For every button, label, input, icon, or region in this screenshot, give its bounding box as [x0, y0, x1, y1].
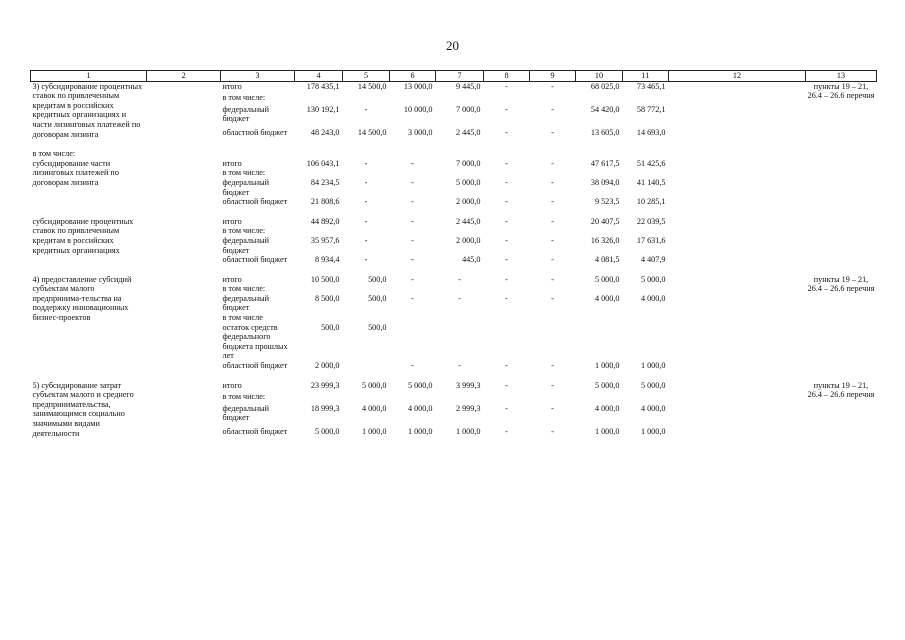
table-body: [31, 81, 877, 438]
value-cell: [530, 168, 576, 178]
value-cell: [530, 226, 576, 236]
value-cell: 500,0: [368, 274, 387, 284]
header-cell: 3: [221, 71, 295, 82]
value-cell: 18 999,3: [310, 403, 340, 413]
note-cell: пункты 19 – 21, 26.4 – 26.6 перечня: [807, 274, 875, 294]
value-cell: 51 425,6: [636, 158, 666, 168]
value-cell: 445,0: [462, 255, 481, 265]
funding-source-label: в том числе:: [222, 284, 266, 294]
value-cell: -: [551, 81, 554, 91]
value-cell: 500,0: [368, 293, 387, 303]
value-cell: 1 000,0: [640, 361, 666, 371]
value-cell: [576, 168, 623, 178]
value-cell: [484, 226, 530, 236]
row-description: субсидирование процентных ставок по привлеченным кредитам в российских кредитных организациях: [32, 216, 134, 255]
funding-source-label: областной бюджет: [222, 426, 288, 436]
value-cell: -: [505, 158, 508, 168]
spacer-cell: [31, 139, 877, 149]
value-cell: [343, 226, 390, 236]
value-cell: -: [551, 403, 554, 413]
value-cell: 5 000,0: [594, 274, 620, 284]
value-cell: -: [505, 255, 508, 265]
value-cell: [484, 392, 530, 404]
header-cell: 2: [147, 71, 221, 82]
value-cell: -: [364, 216, 368, 226]
value-cell: [530, 323, 576, 361]
value-cell: -: [551, 177, 554, 187]
value-cell: 4 000,0: [361, 403, 387, 413]
value-cell: [436, 226, 484, 236]
funding-source-label: в том числе: [222, 313, 263, 323]
value-cell: [390, 226, 436, 236]
empty-cell: [147, 381, 221, 439]
value-cell: -: [505, 293, 508, 303]
table-row: [31, 159, 877, 169]
row-description: 4) предоставление субсидий субъектам малого предпринима-тельства на поддержку инновационных бизнес-проектов: [32, 274, 132, 323]
empty-cell: [147, 217, 221, 265]
value-cell: [343, 361, 390, 371]
value-cell: -: [411, 361, 414, 371]
value-cell: -: [411, 197, 414, 207]
value-cell: 38 094,0: [590, 177, 620, 187]
value-cell: [295, 313, 343, 323]
value-cell: [390, 93, 436, 104]
value-cell: 5 000,0: [407, 380, 433, 390]
value-cell: [484, 284, 530, 294]
empty-cell: [147, 275, 221, 371]
value-cell: -: [505, 274, 508, 284]
value-cell: 14 500,0: [357, 127, 387, 137]
funding-source-label: в том числе:: [222, 226, 266, 236]
row-description: субсидирование части лизинговых платежей по договорам лизинга: [32, 158, 119, 187]
value-cell: [484, 168, 530, 178]
table-row: [31, 149, 877, 159]
value-cell: -: [551, 361, 554, 371]
header-cell: 5: [343, 71, 390, 82]
value-cell: -: [551, 235, 554, 245]
header-cell: 10: [576, 71, 623, 82]
value-cell: -: [411, 177, 414, 187]
value-cell: 73 465,1: [636, 81, 666, 91]
row-description: в том числе:: [32, 149, 76, 159]
value-cell: 16 326,0: [590, 235, 620, 245]
value-cell: 68 025,0: [590, 81, 620, 91]
value-cell: 4 081,5: [594, 255, 620, 265]
funding-source-label: областной бюджет: [222, 255, 288, 265]
value-cell: [390, 313, 436, 323]
value-cell: 5 000,0: [455, 177, 481, 187]
value-cell: [295, 284, 343, 294]
value-cell: 8 934,4: [314, 255, 340, 265]
value-cell: 1 000,0: [640, 426, 666, 436]
empty-cell: [669, 81, 806, 139]
header-row: [31, 71, 877, 82]
value-cell: [576, 313, 623, 323]
header-cell: 6: [390, 71, 436, 82]
empty-cell: [669, 159, 806, 207]
funding-source-label: в том числе:: [222, 93, 266, 103]
value-cell: -: [411, 293, 414, 303]
empty-cell: [669, 381, 806, 439]
value-cell: -: [505, 216, 508, 226]
value-cell: -: [411, 235, 414, 245]
value-cell: [436, 323, 484, 361]
value-cell: -: [505, 403, 508, 413]
value-cell: 5 000,0: [640, 380, 666, 390]
value-cell: 10 000,0: [403, 104, 433, 114]
funding-source-label: федеральный бюджет: [222, 235, 270, 255]
value-cell: 3 000,0: [407, 127, 433, 137]
value-cell: -: [411, 158, 414, 168]
value-cell: 4 000,0: [640, 293, 666, 303]
value-cell: [623, 392, 669, 404]
value-cell: -: [505, 197, 508, 207]
value-cell: 4 000,0: [407, 403, 433, 413]
value-cell: 8 500,0: [314, 293, 340, 303]
value-cell: 178 435,1: [306, 81, 340, 91]
table-row: [31, 217, 877, 227]
funding-source-label: областной бюджет: [222, 127, 288, 137]
value-cell: [576, 284, 623, 294]
funding-source-label: итого: [222, 158, 242, 168]
value-cell: [530, 392, 576, 404]
value-cell: 1 000,0: [407, 426, 433, 436]
value-cell: 1 000,0: [594, 361, 620, 371]
value-cell: -: [505, 426, 508, 436]
value-cell: -: [505, 380, 508, 390]
funding-source-label: остаток средств федерального бюджета прошлых лет: [222, 322, 288, 361]
value-cell: 130 192,1: [306, 104, 340, 114]
value-cell: [436, 284, 484, 294]
spacer-row: [31, 265, 877, 275]
value-cell: 7 000,0: [455, 158, 481, 168]
value-cell: 2 445,0: [455, 216, 481, 226]
funding-source-label: итого: [222, 274, 242, 284]
value-cell: [436, 93, 484, 104]
empty-cell: [669, 275, 806, 371]
funding-source-label: федеральный бюджет: [222, 177, 270, 197]
value-cell: -: [411, 274, 414, 284]
value-cell: 2 000,0: [455, 235, 481, 245]
value-cell: 5 000,0: [361, 380, 387, 390]
value-cell: [390, 392, 436, 404]
row-description: 5) субсидирование затрат субъектам малого и среднего предпринимательства, занимающимся социально значимыми видами деятельности: [32, 380, 134, 438]
value-cell: 9 445,0: [455, 81, 481, 91]
value-cell: 106 043,1: [306, 158, 340, 168]
value-cell: -: [364, 235, 368, 245]
value-cell: [576, 392, 623, 404]
header-cell: 7: [436, 71, 484, 82]
value-cell: -: [551, 197, 554, 207]
value-cell: 54 420,0: [590, 104, 620, 114]
spacer-cell: [31, 207, 877, 217]
value-cell: [576, 226, 623, 236]
empty-cell: [669, 217, 806, 265]
value-cell: -: [364, 104, 368, 114]
spacer-row: [31, 371, 877, 381]
page-number: 20: [446, 38, 459, 53]
value-cell: -: [458, 361, 461, 371]
header-cell: 9: [530, 71, 576, 82]
value-cell: 5 000,0: [314, 426, 340, 436]
value-cell: -: [411, 216, 414, 226]
note-cell: [806, 217, 877, 265]
header-cell: 12: [669, 71, 806, 82]
value-cell: [436, 392, 484, 404]
value-cell: [623, 168, 669, 178]
note-cell: пункты 19 – 21, 26.4 – 26.6 перечня: [807, 81, 875, 101]
value-cell: 2 999,3: [455, 403, 481, 413]
value-cell: [623, 284, 669, 294]
value-cell: 1 000,0: [594, 426, 620, 436]
value-cell: -: [551, 104, 554, 114]
value-cell: 21 808,6: [310, 197, 340, 207]
value-cell: 44 892,0: [310, 216, 340, 226]
value-cell: [295, 93, 343, 104]
value-cell: 4 000,0: [640, 403, 666, 413]
value-cell: [484, 323, 530, 361]
empty-cell: [147, 159, 221, 207]
value-cell: -: [551, 274, 554, 284]
value-cell: -: [411, 255, 414, 265]
value-cell: -: [551, 158, 554, 168]
value-cell: 41 140,5: [636, 177, 666, 187]
value-cell: -: [505, 104, 508, 114]
value-cell: 10 285,1: [636, 197, 666, 207]
row-description: 3) субсидирование процентных ставок по привлеченным кредитам в российских кредитных организациях и части лизинговых платежей по договорам лизинга: [32, 81, 143, 139]
spacer-cell: [31, 265, 877, 275]
value-cell: 23 999,3: [310, 380, 340, 390]
funding-source-label: в том числе:: [222, 392, 266, 402]
header-cell: 1: [31, 71, 147, 82]
table-row: [31, 381, 877, 393]
value-cell: [623, 93, 669, 104]
value-cell: 20 407,5: [590, 216, 620, 226]
value-cell: [484, 313, 530, 323]
value-cell: 47 617,5: [590, 158, 620, 168]
value-cell: [576, 323, 623, 361]
value-cell: 13 605,0: [590, 127, 620, 137]
value-cell: 84 234,5: [310, 177, 340, 187]
funding-source-label: федеральный бюджет: [222, 104, 270, 124]
value-cell: -: [505, 81, 508, 91]
note-cell: пункты 19 – 21, 26.4 – 26.6 перечня: [807, 380, 875, 400]
value-cell: [390, 284, 436, 294]
value-cell: [390, 168, 436, 178]
value-cell: -: [458, 274, 461, 284]
value-cell: [343, 284, 390, 294]
value-cell: -: [551, 216, 554, 226]
value-cell: [343, 313, 390, 323]
value-cell: 22 039,5: [636, 216, 666, 226]
value-cell: -: [364, 255, 368, 265]
value-cell: -: [458, 293, 461, 303]
value-cell: [295, 168, 343, 178]
budget-table: [30, 70, 877, 438]
funding-source-label: итого: [222, 380, 242, 390]
value-cell: -: [551, 255, 554, 265]
value-cell: 2 000,0: [314, 361, 340, 371]
funding-source-label: областной бюджет: [222, 361, 288, 371]
value-cell: 17 631,6: [636, 235, 666, 245]
value-cell: -: [551, 293, 554, 303]
value-cell: 13 000,0: [403, 81, 433, 91]
header-cell: 8: [484, 71, 530, 82]
empty-cell: [147, 81, 221, 139]
header-cell: 4: [295, 71, 343, 82]
value-cell: [623, 313, 669, 323]
funding-source-label: федеральный бюджет: [222, 293, 270, 313]
value-cell: 5 000,0: [640, 274, 666, 284]
value-cell: 7 000,0: [455, 104, 481, 114]
value-cell: [623, 323, 669, 361]
value-cell: 3 999,3: [455, 380, 481, 390]
table-row: [31, 81, 877, 93]
value-cell: [623, 226, 669, 236]
value-cell: -: [505, 127, 508, 137]
funding-source-label: федеральный бюджет: [222, 403, 270, 423]
value-cell: -: [551, 127, 554, 137]
value-cell: 14 693,0: [636, 127, 666, 137]
value-cell: 500,0: [321, 322, 340, 332]
value-cell: [295, 392, 343, 404]
value-cell: 2 000,0: [455, 197, 481, 207]
value-cell: 58 772,1: [636, 104, 666, 114]
value-cell: 35 957,6: [310, 235, 340, 245]
value-cell: 1 000,0: [361, 426, 387, 436]
value-cell: -: [551, 426, 554, 436]
value-cell: [436, 168, 484, 178]
funding-source-label: областной бюджет: [222, 197, 288, 207]
value-cell: 48 243,0: [310, 127, 340, 137]
value-cell: [295, 226, 343, 236]
value-cell: 14 500,0: [357, 81, 387, 91]
spacer-row: [31, 139, 877, 149]
value-cell: 1 000,0: [455, 426, 481, 436]
value-cell: [390, 323, 436, 361]
value-cell: 500,0: [368, 322, 387, 332]
header-cell: 13: [806, 71, 877, 82]
funding-source-label: итого: [222, 216, 242, 226]
value-cell: 5 000,0: [594, 380, 620, 390]
table-row: [31, 275, 877, 285]
funding-source-label: в том числе:: [222, 168, 266, 178]
header-cell: 11: [623, 71, 669, 82]
value-cell: [343, 168, 390, 178]
value-cell: -: [364, 197, 368, 207]
value-cell: -: [505, 177, 508, 187]
value-cell: [484, 93, 530, 104]
value-cell: 4 407,9: [640, 255, 666, 265]
value-cell: 2 445,0: [455, 127, 481, 137]
spacer-cell: [31, 371, 877, 381]
value-cell: 4 000,0: [594, 403, 620, 413]
value-cell: -: [364, 177, 368, 187]
value-cell: [576, 93, 623, 104]
value-cell: [343, 392, 390, 404]
value-cell: 4 000,0: [594, 293, 620, 303]
value-cell: [530, 93, 576, 104]
value-cell: -: [505, 235, 508, 245]
value-cell: -: [551, 380, 554, 390]
value-cell: 10 500,0: [310, 274, 340, 284]
value-cell: [436, 313, 484, 323]
note-cell: [806, 159, 877, 207]
funding-source-label: итого: [222, 81, 242, 91]
value-cell: [343, 93, 390, 104]
value-cell: -: [505, 361, 508, 371]
value-cell: -: [364, 158, 368, 168]
value-cell: [530, 313, 576, 323]
spacer-row: [31, 207, 877, 217]
value-cell: 9 523,5: [594, 197, 620, 207]
value-cell: [530, 284, 576, 294]
